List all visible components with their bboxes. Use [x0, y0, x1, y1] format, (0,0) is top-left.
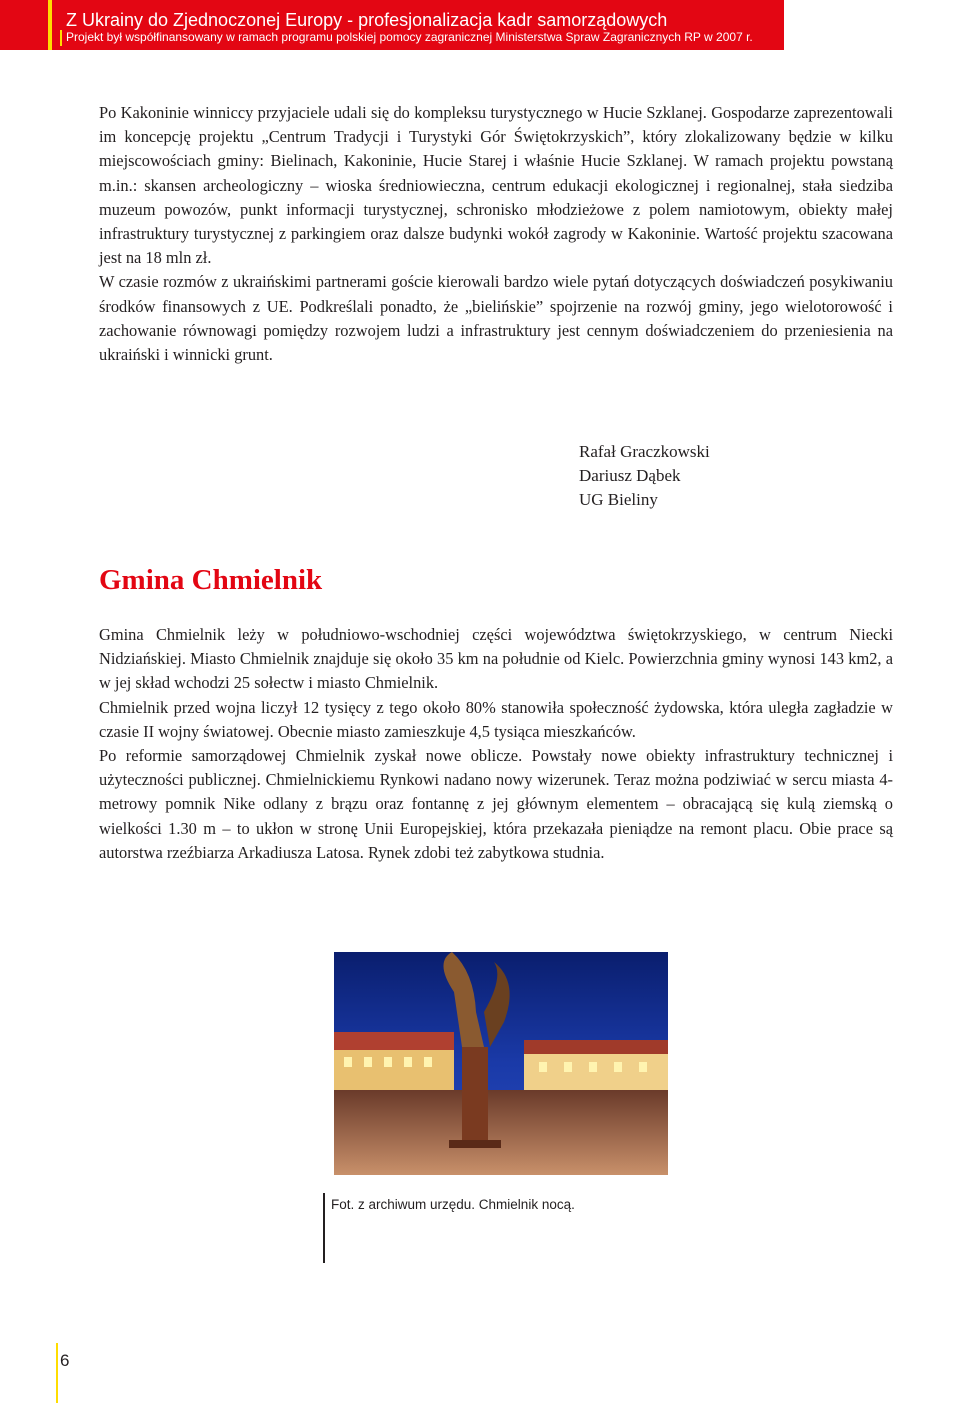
page-number: 6: [60, 1351, 70, 1370]
paragraph: Po reformie samorządowej Chmielnik zyskał nowe oblicze. Powstały nowe obiekty infrastruktury technicznej i użyteczności publicznej. Chmielnickiemu Rynkowi nadano nowy wizerunek. Teraz można podziwiać w sercu miasta 4-metrowy pomnik Nike odlany z brązu oraz fontannę z jej głównym elementem – obracającą się kulą ziemską o wielkości 1.30 m – to ukłon w stronę Unii Europejskiej, która przekazała pieniądze na remont placu. Obie prace są autorstwa rzeźbiarza Arkadiusza Latosa. Rynek zdobi też zabytkowa studnia.: [99, 746, 893, 862]
paragraph: Po Kakoninie winniccy przyjaciele udali się do kompleksu turystycznego w Hucie Szklanej. Gospodarze zaprezentowali im koncepcję projektu „Centrum Tradycji i Turystyki Gór Świętokrzyskich”, który zlokalizowany będzie w kilku miejscowościach gminy: Bielinach, Kakoninie, Hucie Starej i właśnie Hucie Szklanej. W ramach projektu powstaną m.in.: skansen archeologiczny – wioska średniowieczna, centrum edukacji ekologicznej i regionalnej, stała siedziba muzeum powozów, punkt informacji turystycznej, schronisko młodzieżowe z polem namiotowym, obiekty małej infrastruktury turystycznej z parkingiem oraz dalsze budynki wokół zagrody w Kakoninie. Wartość projektu szacowana jest na 18 mln zł.: [99, 103, 893, 268]
page-number-accent: [56, 1343, 58, 1403]
chmielnik-night-photo: [334, 952, 668, 1175]
section-heading: Gmina Chmielnik: [99, 564, 323, 596]
paragraph: W czasie rozmów z ukraińskimi partnerami goście kierowali bardzo wiele pytań dotyczących doświadczeń posykiwaniu środków finansowych z UE. Podkreślali ponadto, że „bielińskie” spojrzenie na rozwój gminy, jego wielotorowość i zachowanie równowagi pomiędzy rozwojem ludzi a infrastruktury jest cennym doświadczeniem do przeniesienia na ukraiński i winnicki grunt.: [99, 272, 893, 365]
paragraph: Chmielnik przed wojna liczył 12 tysięcy z tego około 80% stanowiła społeczność żydowska, która uległa zagładzie w czasie II wojny światowej. Obecnie miasto zamieszkuje 4,5 tysiąca mieszkańców.: [99, 697, 893, 741]
article-bieliny-body: [99, 101, 893, 367]
paragraph: Gmina Chmielnik leży w południowo-wschodniej części województwa świętokrzyskiego, w centrum Niecki Nidziańskiej. Miasto Chmielnik znajduje się około 35 km na południe od Kielc. Powierzchnia gminy wynosi 143 km2, a w jej skład wchodzi 25 sołectw i miasto Chmielnik.: [99, 625, 893, 693]
photo-caption: Fot. z archiwum urzędu. Chmielnik nocą.: [331, 1197, 575, 1212]
author-office: UG Bieliny: [579, 490, 658, 509]
header-accent-bar: [48, 0, 52, 50]
header-subtitle-accent: [60, 30, 62, 46]
signature-block: [579, 440, 710, 512]
header-title: Z Ukrainy do Zjednoczonej Europy - profesjonalizacja kadr samorządowych: [66, 10, 668, 30]
article-chmielnik-body: [99, 623, 893, 865]
caption-rule: [323, 1193, 325, 1263]
author-name: Dariusz Dąbek: [579, 466, 681, 485]
header-subtitle: Projekt był współfinansowany w ramach programu polskiej pomocy zagranicznej Ministerstwa Spraw Zagranicznych RP w 2007 r.: [66, 30, 753, 44]
author-name: Rafał Graczkowski: [579, 442, 710, 461]
